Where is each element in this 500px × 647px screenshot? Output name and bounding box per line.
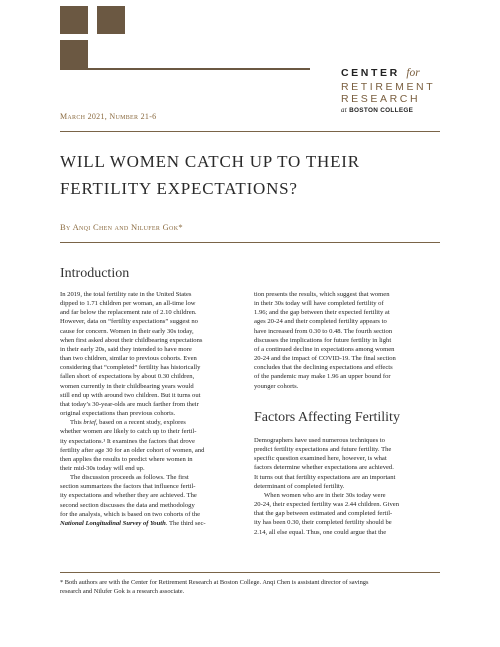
- text-line: when first asked about their childbearing expectations: [60, 336, 203, 344]
- text-line: ity expectations and whether they are achieved. The: [60, 492, 197, 500]
- text-line: Demographers have used numerous techniques to: [254, 437, 385, 444]
- text-line: It turns out that fertility expectations are an important: [254, 473, 396, 481]
- text-line: for the analysis, which is based on two cohorts of the: [60, 510, 201, 518]
- text-fragment: . The third sec-: [165, 519, 206, 527]
- text-line: 20-24, their expected fertility was 2.44 children. Given: [254, 501, 400, 509]
- text-line: discusses the implications for future fertility in light: [254, 336, 392, 344]
- factors-paragraph-2: [254, 491, 442, 537]
- text-line: The discussion proceeds as follows. The first: [70, 474, 189, 482]
- byline-by: By: [60, 222, 71, 232]
- text-line: than two children, similar to previous cohorts. Even: [60, 355, 197, 363]
- byline: [60, 222, 183, 232]
- text-line: women currently in their childbearing years would: [60, 382, 194, 390]
- text-line: specific question examined here, however, is what: [254, 455, 387, 463]
- logo-college: BOSTON COLLEGE: [349, 106, 414, 114]
- right-column-lower: [254, 436, 442, 537]
- text-line: determinant of completed fertility.: [254, 482, 345, 490]
- text-line: When women who are in their 30s today were: [264, 491, 386, 499]
- text-line: ity has been 0.30, their completed fertility should be: [254, 519, 392, 527]
- decor-square: [97, 6, 125, 34]
- text-line: ity expectations.¹ It examines the factors that drove: [60, 437, 195, 445]
- text-fragment: , based on a recent study, explores: [95, 419, 186, 427]
- logo-retirement: RETIREMENT: [341, 80, 436, 93]
- text-line: younger cohorts.: [254, 382, 299, 390]
- crr-logo: [341, 68, 451, 114]
- text-line: dipped to 1.71 children per woman, an all-time low: [60, 300, 196, 308]
- right-column: [254, 290, 442, 391]
- text-line: 20-24 and the impact of COVID-19. The final section: [254, 355, 396, 363]
- footnote-line: * Both authors are with the Center for Retirement Research at Boston College. Anqi Chen is assistant director of savings: [60, 579, 369, 586]
- text-line: their mid-30s today will end up.: [60, 464, 145, 472]
- text-line: section summarizes the factors that influence fertil-: [60, 483, 196, 491]
- text-line: of the pandemic may make 1.96 an upper bound for: [254, 373, 391, 381]
- text-line: 2.14, all else equal. Thus, one could argue that the: [254, 528, 387, 536]
- factors-paragraph-1: [254, 436, 442, 491]
- text-line: factors determine whether expectations are achieved.: [254, 464, 394, 472]
- decor-square: [60, 40, 88, 68]
- byline-authors: Anqi Chen and Nilufer Gok*: [72, 222, 183, 232]
- issue-number: March 2021, Number 21-6: [60, 112, 157, 121]
- title-rule-bottom: [60, 242, 440, 243]
- section-heading-introduction: Introduction: [60, 266, 130, 281]
- footnote-rule: [60, 572, 440, 573]
- text-line: fertility after age 30 for an older cohort of women, and: [60, 446, 205, 454]
- text-line: fallen short of expectations by about 0.30 children,: [60, 373, 195, 381]
- text-fragment: This: [70, 419, 84, 427]
- text-line: in their 30s today will have completed fertility of: [254, 300, 384, 308]
- decor-square: [60, 6, 88, 34]
- intro-paragraph-1: [60, 290, 248, 418]
- text-line: of a continued decline in expectations among women: [254, 345, 395, 353]
- intro-paragraph-3: [60, 473, 248, 528]
- page-title: [60, 148, 360, 202]
- text-line: in their early 20s, said they intended to have more: [60, 345, 192, 353]
- text-line: In 2019, the total fertility rate in the United States: [60, 291, 192, 298]
- text-line: ages 20-24 and their completed fertility appears to: [254, 318, 387, 326]
- footnote: [60, 578, 442, 596]
- right-paragraph-1: [254, 290, 442, 391]
- text-line: original expectations than previous cohorts.: [60, 410, 176, 418]
- text-line: considering that “completed” fertility has historically: [60, 364, 201, 372]
- text-line: However, data on “fertility expectations” suggest no: [60, 318, 198, 326]
- left-column: [60, 290, 248, 528]
- brief-italic: brief: [83, 419, 96, 427]
- text-line: cause for concern. Women in their early 30s today,: [60, 327, 194, 335]
- footnote-line: research and Nilufer Gok is a research associate.: [60, 588, 185, 595]
- text-line: and far below the replacement rate of 2.10 children.: [60, 309, 197, 317]
- title-line-1: WILL WOMEN CATCH UP TO THEIR: [60, 152, 360, 171]
- intro-paragraph-2: [60, 418, 248, 473]
- text-line: that the gap between estimated and completed fertil-: [254, 510, 393, 518]
- text-line: that today’s 30-year-olds are much farther from their: [60, 400, 199, 408]
- text-line: tion presents the results, which suggest that women: [254, 291, 390, 298]
- logo-at: at: [341, 105, 348, 114]
- section-heading-factors: Factors Affecting Fertility: [254, 410, 400, 425]
- text-line: second section discusses the data and methodology: [60, 501, 195, 509]
- survey-title: National Longitudinal Survey of Youth: [60, 519, 166, 527]
- text-line: predict fertility expectations and future fertility. The: [254, 446, 392, 454]
- logo-center: CENTER: [341, 67, 400, 79]
- logo-research: RESEARCH: [341, 93, 421, 105]
- text-line: still end up with around two children. But it turns out: [60, 391, 201, 399]
- text-line: have increased from 0.30 to 0.48. The fourth section: [254, 327, 393, 335]
- title-line-2: FERTILITY EXPECTATIONS?: [60, 179, 298, 198]
- text-line: concludes that the declining expectations and effects: [254, 364, 393, 372]
- text-line: then applies the results to predict where women in: [60, 455, 193, 463]
- text-line: whether women are likely to catch up to their fertil-: [60, 428, 197, 436]
- logo-for: for: [406, 67, 420, 79]
- header-rule: [60, 68, 310, 70]
- text-line: 1.96; and the gap between their expected fertility at: [254, 309, 390, 317]
- title-rule-top: [60, 131, 440, 132]
